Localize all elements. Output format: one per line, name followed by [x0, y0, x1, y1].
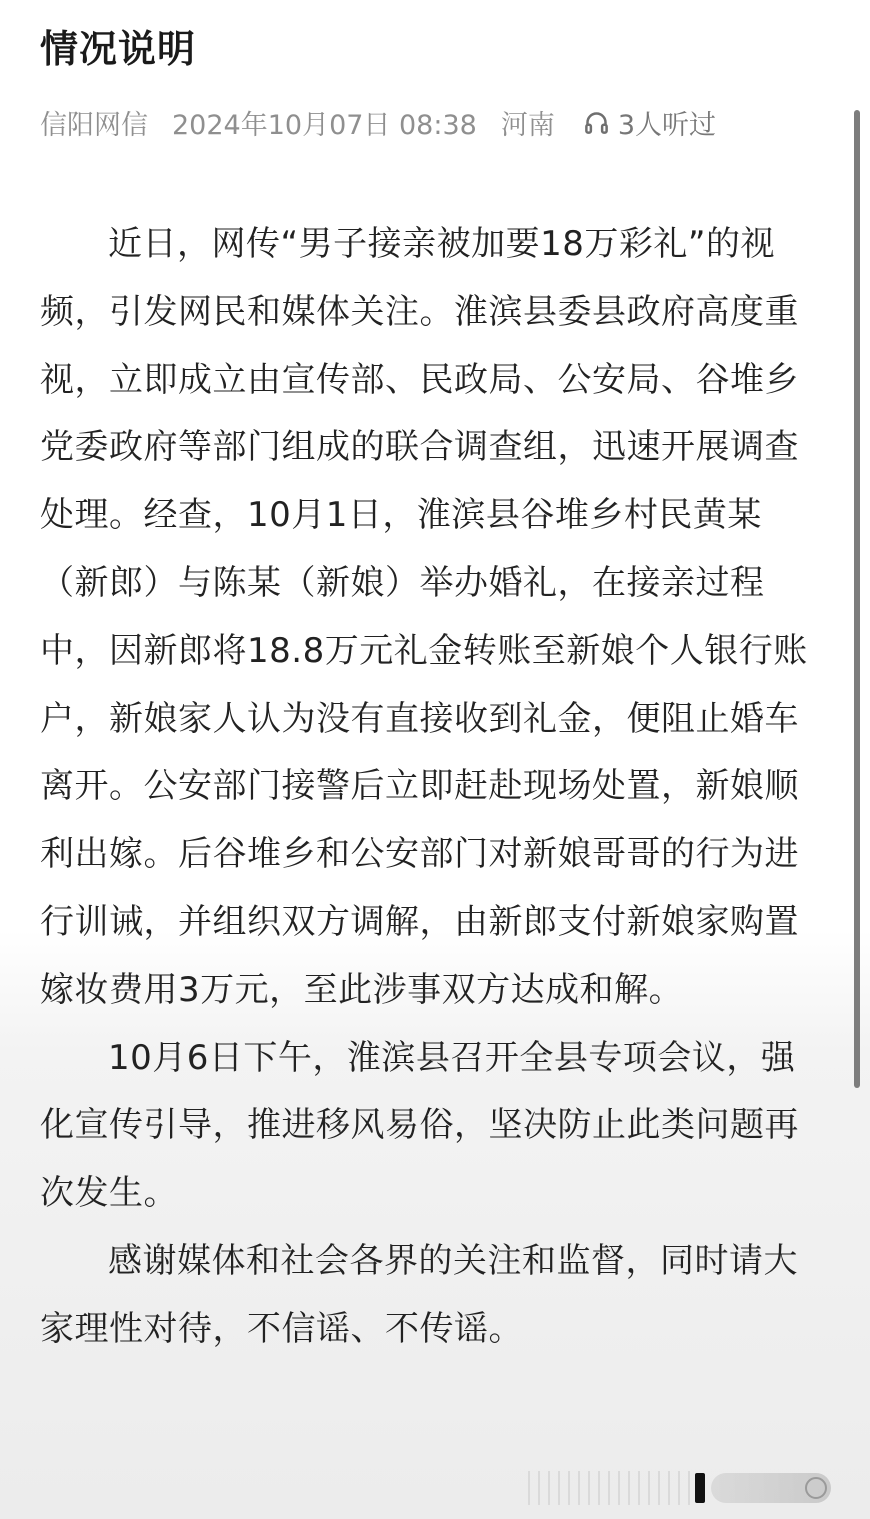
- bottom-fade: [520, 1471, 695, 1505]
- vertical-scrollbar[interactable]: [854, 110, 860, 1088]
- listen-button[interactable]: [583, 103, 716, 142]
- image-viewer-bar: [520, 1471, 850, 1505]
- headphones-icon: [583, 109, 610, 136]
- article-paragraph: 10月6日下午，淮滨县召开全县专项会议，强化宣传引导，推进移风易俗，坚决防止此类问题再次发生。: [40, 1037, 799, 1214]
- article-datetime: 2024年10月07日 08:38: [172, 109, 477, 141]
- listen-count: 3人听过: [617, 109, 717, 141]
- page-toggle-control[interactable]: [711, 1473, 831, 1503]
- article-title: 情况说明: [40, 27, 197, 71]
- article-meta: [40, 102, 716, 142]
- article-body: [40, 211, 828, 1364]
- article-source[interactable]: 信阳网信: [40, 109, 148, 141]
- article-paragraph: 近日，网传“男子接亲被加要18万彩礼”的视频，引发网民和媒体关注。淮滨县委县政府高度重视，立即成立由宣传部、民政局、公安局、谷堆乡党委政府等部门组成的联合调查组，迅速开展调查处理。经查，10月1日，淮滨县谷堆乡村民黄某（新郎）与陈某（新娘）举办婚礼，在接亲过程中，因新郎将18.8万元礼金转账至新娘个人银行账户，新娘家人认为没有直接收到礼金，便阻止婚车离开。公安部门接警后立即赶赴现场处置，新娘顺利出嫁。后谷堆乡和公安部门对新娘哥哥的行为进行训诫，并组织双方调解，由新郎支付新娘家购置嫁妆费用3万元，至此涉事双方达成和解。: [40, 224, 808, 1010]
- article-location: 河南: [500, 109, 555, 141]
- progress-indicator: [695, 1473, 705, 1503]
- article-paragraph: 感谢媒体和社会各界的关注和监督，同时请大家理性对待，不信谣、不传谣。: [40, 1240, 798, 1349]
